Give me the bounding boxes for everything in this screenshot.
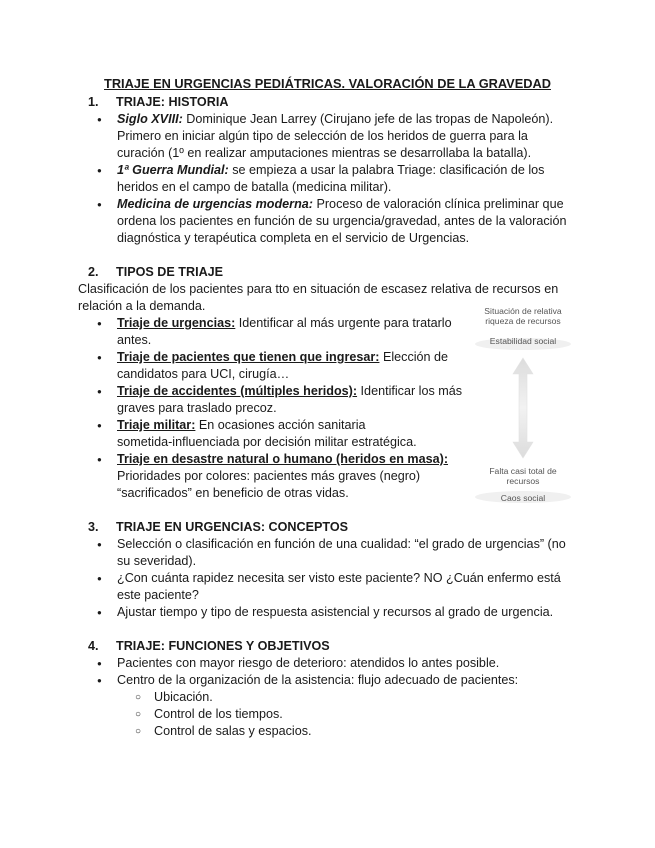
bullet-text: Pacientes con mayor riesgo de deterioro: atendidos lo antes posible. [117, 656, 500, 670]
bullet-text: Ajustar tiempo y tipo de respuesta asistencial y recursos al grado de urgencia. [117, 605, 554, 619]
list-item [117, 111, 587, 162]
bullet-text: Dominique Jean Larrey (Cirujano jefe de las tropas de Napoleón). [182, 112, 554, 126]
bullet-text: su severidad). [117, 554, 197, 568]
diagram-text: recursos [506, 476, 540, 486]
bullet-term: Siglo XVIII: [117, 112, 183, 126]
list-item [117, 655, 587, 672]
list-item [117, 383, 469, 417]
intro-text: relación a la demanda. [78, 299, 206, 313]
sub-list-item: ○ Ubicación. [154, 689, 312, 706]
bullet-text: ordena los pacientes en función de su urgencia/gravedad, antes de la valoración [117, 214, 567, 228]
section-1-number: 1. [88, 95, 99, 109]
bullet-text: ¿Con cuánta rapidez necesita ser visto este paciente? NO ¿Cuán enfermo está [117, 571, 561, 585]
section-3-list [117, 536, 587, 621]
section-4-heading [88, 638, 330, 655]
bullet-text: Prioridades por colores: pacientes más graves (negro) [117, 469, 421, 483]
list-item [117, 162, 587, 196]
section-2-number: 2. [88, 265, 99, 279]
list-item [117, 604, 587, 621]
bullet-term: Triaje de pacientes que tienen que ingresar: [117, 350, 380, 364]
list-item [117, 315, 469, 349]
list-item [117, 349, 469, 383]
bullet-text: candidatos para UCI, cirugía… [117, 367, 290, 381]
bullet-term: Medicina de urgencias moderna: [117, 197, 313, 211]
bullet-text: heridos en el campo de batalla (medicina militar). [117, 180, 392, 194]
section-1-title: TRIAJE: HISTORIA [116, 95, 229, 109]
bullet-text: En ocasiones acción sanitaria [195, 418, 366, 432]
bullet-text: Identificar al más urgente para tratarlo [235, 316, 452, 330]
section-3-heading [88, 519, 348, 536]
sub-list-item: ○ Control de salas y espacios. [154, 723, 312, 740]
list-item [117, 196, 587, 247]
section-2-list [117, 315, 469, 502]
diagram-top-label [474, 306, 572, 326]
diagram-top-sublabel: Estabilidad social [489, 336, 557, 346]
bullet-text: antes. [117, 333, 152, 347]
diagram-bottom-sublabel: Caos social [500, 493, 546, 503]
double-arrow-icon [513, 358, 533, 458]
list-item [117, 570, 587, 604]
bullet-text: Elección de [379, 350, 449, 364]
list-item [117, 672, 587, 689]
bullet-text: graves para traslado precoz. [117, 401, 277, 415]
section-2-heading [88, 264, 223, 281]
bullet-term: Triaje en desastre natural o humano (heridos en masa): [117, 452, 449, 466]
section-2-title: TIPOS DE TRIAJE [116, 265, 224, 279]
section-3-title: TRIAJE EN URGENCIAS: CONCEPTOS [116, 520, 349, 534]
bullet-text: Proceso de valoración clínica preliminar que [312, 197, 564, 211]
section-1-list [117, 111, 587, 247]
bullet-text: este paciente? [117, 588, 199, 602]
list-item [117, 451, 469, 502]
document-title: TRIAJE EN URGENCIAS PEDIÁTRICAS. VALORACIÓN DE LA GRAVEDAD [104, 76, 551, 91]
section-3-number: 3. [88, 520, 99, 534]
diagram-text: riqueza de recursos [485, 316, 561, 326]
bullet-text: Centro de la organización de la asistencia: flujo adecuado de pacientes: [117, 673, 519, 687]
bullet-text: sometida-influenciada por decisión militar estratégica. [117, 435, 417, 449]
section-1-heading [88, 94, 228, 111]
bullet-text: curación (1º en realizar amputaciones mientras se desarrollaba la batalla). [117, 146, 532, 160]
resources-diagram [474, 306, 572, 506]
bullet-text: “sacrificados” en beneficio de otras vidas. [117, 486, 349, 500]
sub-list-item: ○ Control de los tiempos. [154, 706, 312, 723]
bullet-term: Triaje de urgencias: [117, 316, 236, 330]
diagram-bottom-label [474, 466, 572, 486]
bullet-term: Triaje de accidentes (múltiples heridos): [117, 384, 358, 398]
list-item [117, 536, 587, 570]
section-4-list [117, 655, 587, 689]
bullet-term: Triaje militar: [117, 418, 196, 432]
diagram-text: Situación de relativa [484, 306, 562, 316]
bullet-text: diagnóstica y terapéutica completa en el servicio de Urgencias. [117, 231, 470, 245]
section-4-sublist [154, 689, 312, 740]
bullet-text: Identificar los más [357, 384, 463, 398]
bullet-text: se empieza a usar la palabra Triage: clasificación de los [228, 163, 545, 177]
diagram-text: Falta casi total de [489, 466, 557, 476]
list-item [117, 417, 469, 451]
section-4-title: TRIAJE: FUNCIONES Y OBJETIVOS [116, 639, 330, 653]
section-4-number: 4. [88, 639, 99, 653]
intro-text: Clasificación de los pacientes para tto en situación de escasez relativa de recursos en [78, 282, 559, 296]
bullet-term: 1ª Guerra Mundial: [117, 163, 229, 177]
bullet-text: Primero en iniciar algún tipo de selección de los heridos de guerra para la [117, 129, 528, 143]
bullet-text: Selección o clasificación en función de una cualidad: “el grado de urgencias” (no [117, 537, 566, 551]
